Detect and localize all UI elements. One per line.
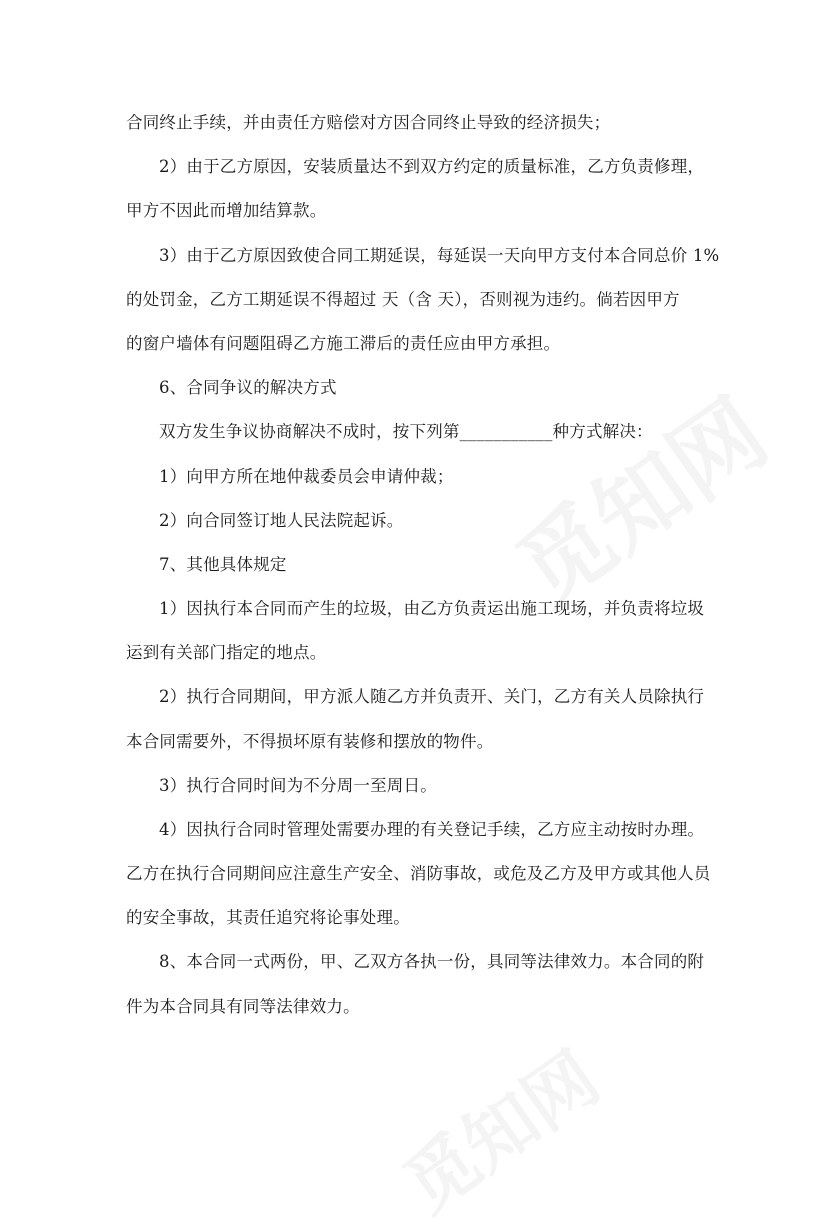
section-heading: 6、合同争议的解决方式 [159,378,337,397]
text-line: 双方发生争议协商解决不成时，按下列第___________种方式解决： [159,422,653,441]
watermark [487,363,789,629]
text-line: 8、本合同一式两份，甲、乙双方各执一份，具同等法律效力。本合同的附 [159,952,705,971]
text-line: 4）因执行合同时管理处需要办理的有关登记手续，乙方应主动按时办理。 [159,820,705,839]
text-line: 运到有关部门指定的地点。 [126,643,327,662]
text-line: 合同终止手续，并由责任方赔偿对方因合同终止导致的经济损失； [126,113,611,132]
text-line: 件为本合同具有同等法律效力。 [126,997,360,1016]
text-line: 乙方在执行合同期间应注意生产安全、消防事故，或危及乙方及甲方或其他人员 [126,864,711,883]
text-line: 3）执行合同时间为不分周一至周日。 [159,776,437,795]
text-line: 2）向合同签订地人民法院起诉。 [159,511,404,530]
text-line: 甲方不因此而增加结算款。 [126,201,327,220]
text-line: 的处罚金，乙方工期延误不得超过 天（含 天），否则视为违约。倘若因甲方 [126,290,680,309]
text-line: 的窗户墙体有问题阻碍乙方施工滞后的责任应由甲方承担。 [126,334,561,353]
text-line: 3）由于乙方原因致使合同工期延误，每延误一天向甲方支付本合同总价 1% [159,246,720,265]
text-line: 的安全事故，其责任追究将论事处理。 [126,908,410,927]
section-heading: 7、其他具体规定 [159,555,287,574]
text-line: 2）由于乙方原因，安装质量达不到双方约定的质量标准，乙方负责修理， [159,157,705,176]
text-line: 2）执行合同期间，甲方派人随乙方并负责开、关门，乙方有关人员除执行 [159,687,705,706]
text-line: 1）因执行本合同而产生的垃圾，由乙方负责运出施工现场，并负责将垃圾 [159,599,705,618]
text-line: 1）向甲方所在地仲裁委员会申请仲裁； [159,467,454,486]
watermark [380,1022,617,1231]
text-line: 本合同需要外，不得损坏原有装修和摆放的物件。 [126,732,494,751]
